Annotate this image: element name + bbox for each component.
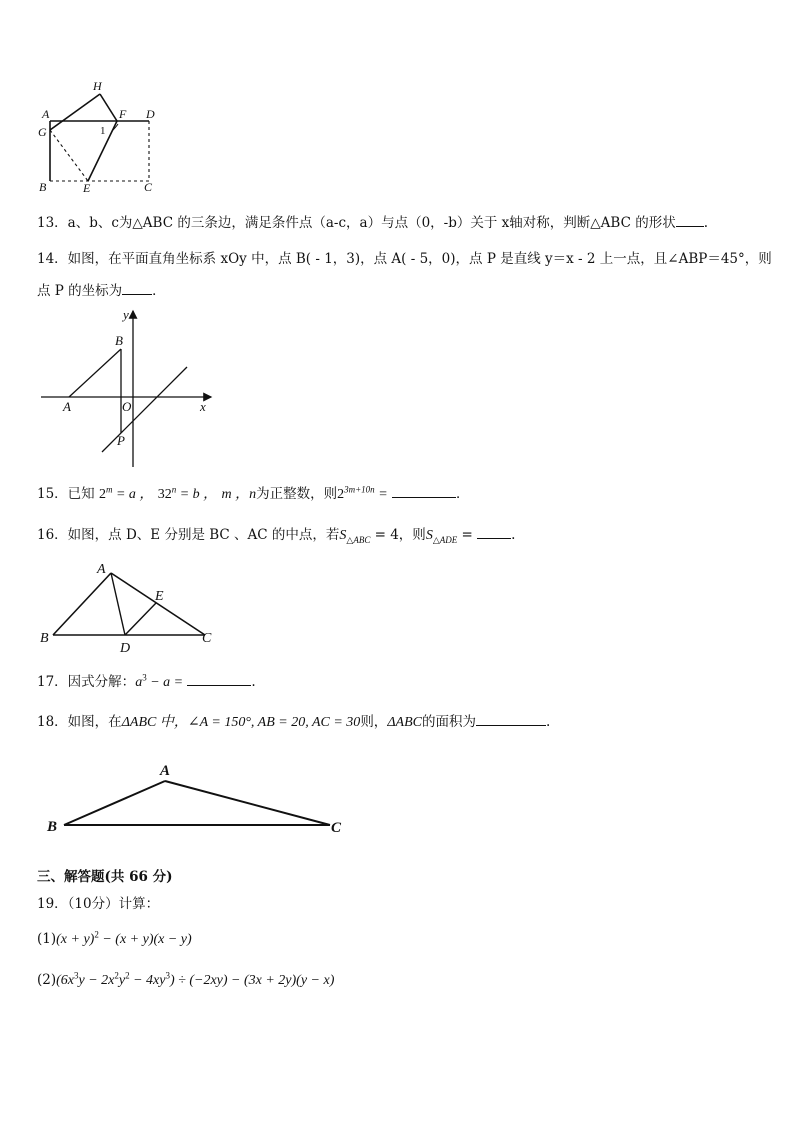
question-18-post: 的面积为 [421,714,476,730]
question-17-end: . [251,674,256,690]
question-17-prefix: 17．因式分解： [37,674,136,690]
expr-part: y [118,973,126,988]
label-A: A [63,399,71,414]
line-y-equals-x-minus-2 [102,367,187,452]
answer-blank-16 [477,525,511,539]
label-P: P [117,433,125,448]
expr-exp: 2 [125,970,130,981]
expr-part: (6x [56,973,75,988]
expr-part-2 [56,970,335,988]
vars-m-n: m ，n [221,487,257,502]
part-number: (1) [37,931,57,947]
label-G: G [38,125,47,139]
question-14-line2 [37,281,166,300]
question-18-prefix: 18．如图，在 [37,714,122,730]
answer-blank-14 [122,281,152,295]
segment-GH [50,94,100,130]
expr-base: 2 [337,487,345,502]
label-D: D [146,107,155,121]
expr-base: 2 [98,487,106,502]
question-19-part-2 [37,971,334,990]
area-symbol: S [425,528,433,543]
expr-part: a [135,675,143,690]
segment-AC [111,573,205,635]
label-y: y [123,307,129,322]
area-subscript: △ADE [432,534,458,545]
question-15-mid: 为正整数，则 [256,486,338,502]
expr-exp: 2 [94,929,99,940]
segment-DE [125,603,156,635]
expr-exp: n [171,484,177,495]
expr-2-pow-m [98,484,154,502]
label-C: C [331,820,342,836]
answer-blank-17 [187,672,251,686]
label-A: A [160,763,171,779]
segment-HF [100,94,117,121]
rectangle-fold-figure [30,75,170,200]
question-18-mid: 则， [360,714,388,730]
label-B: B [40,631,49,646]
label-D: D [120,641,131,656]
expr-exp: 2 [114,970,119,981]
label-B: B [39,180,47,194]
question-13 [37,213,708,232]
expr-post: = b ， [176,487,218,502]
label-C: C [144,180,153,194]
expr-factor [135,672,184,690]
question-14-line1: 14．如图，在平面直角坐标系 xOy 中，点 B( - 1，3)，点 A( - 5，0)，点 P 是直线 y＝x - 2 上一点，且∠ABP＝45°，则 [37,251,772,267]
expr-part: − (x + y)(x − y) [98,932,192,947]
expr-exp: 3 [142,672,147,683]
triangle-abc-figure [40,758,360,848]
question-18-end: . [545,714,551,730]
expr-part: (x + y) [56,932,95,947]
question-16-end: . [511,527,516,543]
question-18-condition: ΔABC 中，∠A = 150°, AB = 20, AC = 30 [121,715,361,730]
section-3-title: 三、解答题(共 66 分) [37,869,173,885]
question-14-end: ． [152,283,166,299]
label-E: E [155,589,164,604]
label-C: C [202,631,212,646]
segment-AC [165,781,330,825]
area-subscript: △ABC [346,534,371,545]
segment-AB [53,573,111,635]
label-E: E [83,181,91,195]
expr-eq: = [374,487,388,502]
question-17 [37,672,256,692]
answer-blank-18 [476,712,546,726]
label-angle-1: 1 [100,125,106,137]
question-19-part-1 [37,930,192,949]
question-18-triangle: ΔABC [387,715,422,730]
question-19-title: 19．（10分）计算： [37,896,160,912]
part-number: (2) [37,972,57,988]
label-B: B [47,819,58,835]
expr-part: − a = [146,675,184,690]
coordinate-figure [35,305,225,475]
triangle-ade-figure [35,558,225,658]
expr-32-pow-n [157,484,218,502]
question-13-end: . [703,215,708,231]
segment-AB [69,349,121,397]
question-15 [37,484,469,504]
expr-part-1 [56,929,192,947]
expr-exp: 3 [74,970,79,981]
expr-part: − 4xy [129,973,166,988]
area-abc [339,528,370,543]
expr-base: 32 [157,487,172,502]
question-15-prefix: 15．已知 [37,486,95,502]
question-16-text: 16．如图，点 D、E 分别是 BC 、AC 的中点，若 [37,527,340,543]
answer-blank-13 [676,213,704,227]
question-13-text: 13．a、b、c为△ABC 的三条边，满足条件点（a-c，a）与点（0，-b）关于 x轴对称，判断△ABC 的形状 [37,215,676,231]
segment-GE [50,130,88,181]
question-16-cond: = 4，则 [370,527,426,543]
question-16 [37,525,515,545]
segment-AB [64,781,165,825]
expr-post: = a ， [112,487,154,502]
expr-part: ) ÷ (−2xy) − (3x + 2y)(y − x) [169,973,335,988]
expr-exp: 3m+10n [344,484,375,495]
label-x: x [200,399,206,414]
label-H: H [93,79,102,93]
expr-part: y − 2x [78,973,115,988]
label-A: A [97,562,106,577]
area-ade [426,528,457,543]
label-B: B [115,333,123,348]
question-16-eq: = [457,527,473,543]
expr-exp: m [105,484,113,495]
segment-AD [111,573,125,635]
answer-blank-15 [392,484,456,498]
question-15-end: ． [455,486,470,502]
question-14-text-2: 点 P 的坐标为 [37,283,123,299]
expr-target [337,484,388,502]
expr-exp: 3 [165,970,170,981]
label-F: F [119,107,127,121]
label-A: A [42,107,50,121]
area-symbol: S [339,528,347,543]
question-18 [37,712,550,732]
label-O: O [122,399,132,414]
